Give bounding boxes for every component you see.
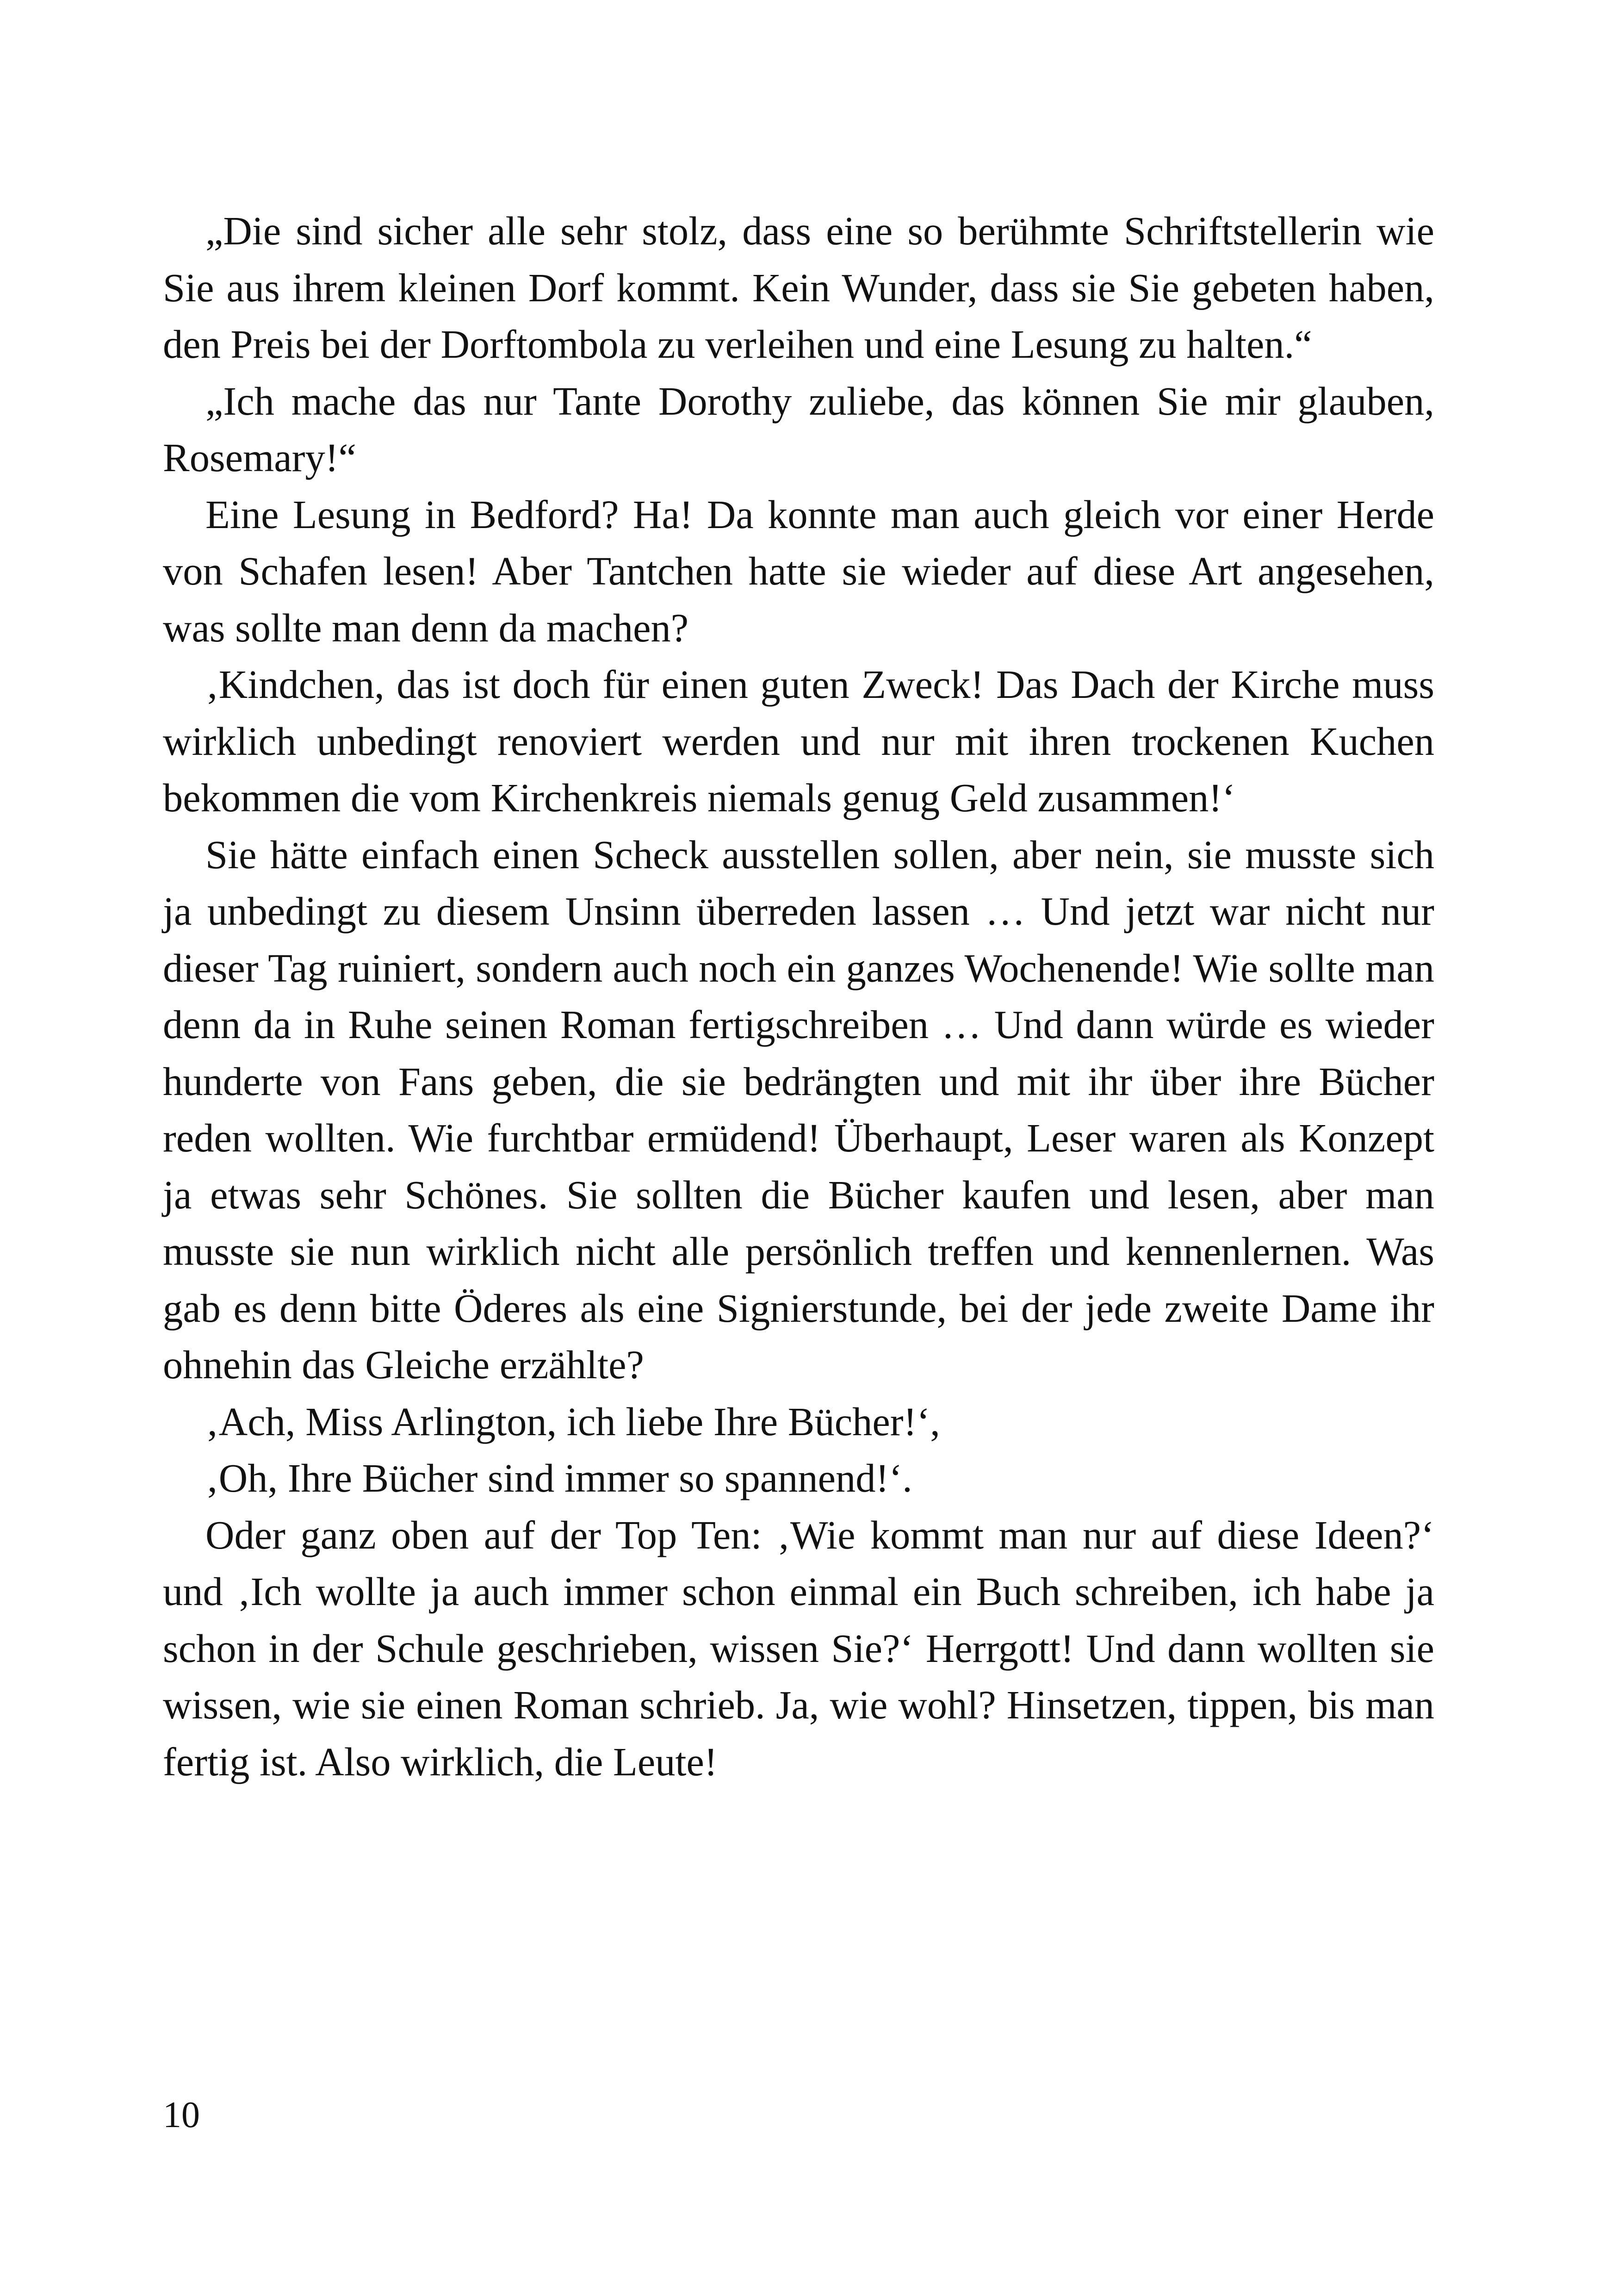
body-text xyxy=(163,203,1434,1790)
paragraph: Sie hätte einfach einen Scheck ausstellen sollen, aber nein, sie musste sich ja unbedingt zu diesem Unsinn überreden lassen … Und jetzt war nicht nur dieser Tag ruiniert, sondern auch noch ein ganzes Wochenende! Wie sollte man denn da in Ruhe seinen Roman fertigschreiben … Und dann würde es wieder hunderte von Fans geben, die sie bedrängten und mit ihr über ihre Bücher reden wollten. Wie furchtbar ermüdend! Überhaupt, Leser waren als Konzept ja etwas sehr Schönes. Sie sollten die Bücher kaufen und lesen, aber man musste sie nun wirklich nicht alle persönlich treffen und kennenlernen. Was gab es denn bitte Öderes als eine Signierstunde, bei der jede zweite Dame ihr ohnehin das Gleiche erzählte? xyxy=(163,832,1434,1387)
paragraph: ‚Kindchen, das ist doch für einen guten Zweck! Das Dach der Kirche muss wirklich unbedingt renoviert werden und nur mit ihren trockenen Kuchen bekommen die vom Kirchenkreis niemals genug Geld zusammen!‘ xyxy=(163,662,1434,820)
paragraph: „Ich mache das nur Tante Dorothy zuliebe, das können Sie mir glauben, Rosemary!“ xyxy=(163,379,1434,480)
page-number: 10 xyxy=(163,2095,200,2135)
paragraph: ‚Ach, Miss Arlington, ich liebe Ihre Bücher!‘, xyxy=(205,1399,940,1444)
paragraph: ‚Oh, Ihre Bücher sind immer so spannend!‘. xyxy=(205,1456,912,1500)
paragraph: „Die sind sicher alle sehr stolz, dass eine so berühmte Schriftstellerin wie Sie aus ihrem kleinen Dorf kommt. Kein Wunder, dass sie Sie gebeten haben, den Preis bei der Dorftombola zu verleihen und eine Lesung zu halten.“ xyxy=(163,209,1434,367)
paragraph: Eine Lesung in Bedford? Ha! Da konnte man auch gleich vor einer Herde von Schafen lesen! Aber Tantchen hatte sie wieder auf diese Art angesehen, was sollte man denn da machen? xyxy=(163,492,1434,650)
paragraph: Oder ganz oben auf der Top Ten: ‚Wie kommt man nur auf diese Ideen?‘ und ‚Ich wollte ja auch immer schon einmal ein Buch schreiben, ich habe ja schon in der Schule geschrieben, wissen Sie?‘ Herrgott! Und dann wollten sie wissen, wie sie einen Roman schrieb. Ja, wie wohl? Hinsetzen, tippen, bis man fertig ist. Also wirklich, die Leute! xyxy=(163,1512,1434,1784)
